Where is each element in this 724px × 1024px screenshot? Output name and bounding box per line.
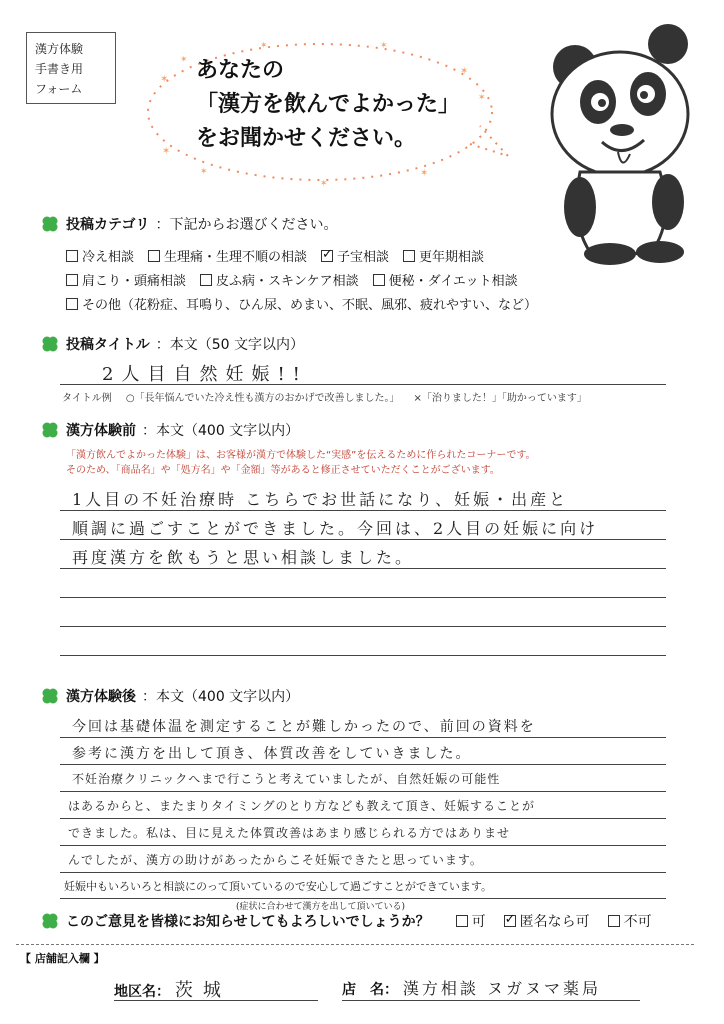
category-option[interactable]	[373, 270, 518, 289]
before-note-1: 「漢方飲んでよかった体験」は、お客様が漢方で体験した“実感”を伝えるために作られたコーナーです。	[66, 450, 536, 461]
before-subtitle: ：本文（400 文字以内）	[142, 423, 300, 439]
before-rule	[60, 597, 666, 598]
title-heading	[40, 334, 304, 354]
category-option[interactable]	[321, 246, 389, 265]
consent-option-label: 可	[471, 914, 486, 930]
area-rule	[114, 1000, 318, 1001]
after-line[interactable]: 参考に漢方を出して頂き、体質改善をしていきました。	[72, 746, 472, 762]
svg-text:✶: ✶	[162, 146, 171, 157]
checkbox[interactable]	[456, 915, 468, 927]
before-note-2: そのため、「商品名」や「処方名」や「金額」等があると修正させていただくことがございます。	[66, 465, 500, 476]
headline-bubble	[140, 34, 510, 194]
consent-option-label: 不可	[623, 914, 652, 930]
title-section-title: 投稿タイトル	[66, 337, 150, 353]
dashed-divider	[16, 944, 694, 945]
headline-text	[196, 54, 496, 156]
category-label: 子宝相談	[337, 250, 390, 265]
area-label: 地区名：	[114, 984, 170, 1000]
before-line[interactable]: 再度漢方を飲もうと思い相談しました。	[72, 548, 415, 567]
after-subtitle: ：本文（400 文字以内）	[142, 689, 300, 705]
category-title: 投稿カテゴリ	[66, 217, 150, 233]
checkbox[interactable]	[608, 915, 620, 927]
after-line[interactable]: はあるからと、またまりタイミングのとり方なども教えて頂き、妊娠することが	[68, 799, 536, 813]
svg-text:✶: ✶	[320, 179, 328, 189]
category-option[interactable]	[403, 246, 484, 265]
clover-icon	[40, 911, 60, 931]
clover-icon	[40, 214, 60, 234]
store-label: 店 名：	[342, 982, 398, 998]
area-value[interactable]: 茨城	[174, 980, 231, 1001]
svg-text:✶: ✶	[460, 66, 469, 77]
category-label: 皮ふ病・スキンケア相談	[216, 274, 359, 289]
clover-icon	[40, 686, 60, 706]
checkbox[interactable]	[66, 298, 78, 310]
consent-option[interactable]	[504, 911, 590, 931]
checkbox[interactable]	[200, 274, 212, 286]
category-label: 肩こり・頭痛相談	[82, 274, 187, 289]
panda-mascot-illustration	[540, 22, 715, 267]
before-rule	[60, 568, 666, 569]
area-field	[114, 976, 231, 1002]
after-rule	[60, 764, 666, 765]
before-title: 漢方体験前	[66, 423, 136, 439]
before-rule	[60, 510, 666, 511]
after-heading	[40, 686, 299, 706]
after-rule	[60, 845, 666, 846]
checkbox[interactable]	[403, 250, 415, 262]
clover-icon	[40, 420, 60, 440]
store-rule	[342, 1000, 640, 1001]
headline-line-1: あなたの	[196, 58, 285, 83]
checkbox[interactable]	[66, 274, 78, 286]
category-label: その他（花粉症、耳鳴り、ひん尿、めまい、不眠、風邪、疲れやすい、など）	[82, 298, 538, 313]
title-handwritten[interactable]: 2人目自然妊娠!!	[102, 364, 308, 385]
title-bad-example: ×「治りました！」「助かっています」	[413, 393, 587, 404]
category-option[interactable]	[66, 294, 537, 313]
headline-line-3: をお聞かせください。	[196, 126, 417, 151]
title-good-example: ○「長年悩んでいた冷え性も漢方のおかげで改善しました。」	[125, 393, 400, 404]
shop-section-label: 【 店舗記入欄 】	[20, 952, 105, 965]
svg-text:✶: ✶	[160, 74, 169, 85]
after-line[interactable]: 妊娠中もいろいろと相談にのって頂いているので安心して過ごすことができています。	[64, 880, 493, 893]
checkbox-checked[interactable]	[504, 915, 516, 927]
title-example	[62, 389, 587, 404]
category-label: 更年期相談	[419, 250, 485, 265]
category-row-2	[66, 270, 518, 289]
category-row-3	[66, 294, 537, 313]
category-option[interactable]	[66, 270, 186, 289]
title-rule	[60, 384, 666, 385]
after-rule	[60, 872, 666, 873]
form-type-tag	[26, 32, 116, 104]
checkbox[interactable]	[148, 250, 160, 262]
consent-option[interactable]	[456, 911, 486, 931]
svg-text:✶: ✶	[180, 55, 188, 65]
category-label: 便秘・ダイエット相談	[388, 274, 518, 289]
checkbox[interactable]	[66, 250, 78, 262]
consent-handwritten-note: (症状に合わせて漢方を出して頂いている)	[236, 902, 406, 912]
category-subtitle: ：下記からお選びください。	[155, 217, 338, 233]
before-line[interactable]: 順調に過ごすことができました。今回は、2人目の妊娠に向け	[72, 519, 599, 538]
category-option[interactable]	[148, 246, 307, 265]
after-rule	[60, 737, 666, 738]
checkbox-checked[interactable]	[321, 250, 333, 262]
clover-icon	[40, 334, 60, 354]
after-line[interactable]: 今回は基礎体温を測定することが難しかったので、前回の資料を	[72, 719, 536, 735]
form-tag-line: 漢方体験	[35, 42, 84, 56]
consent-option[interactable]	[608, 911, 652, 931]
category-option[interactable]	[66, 246, 134, 265]
consent-row	[40, 911, 652, 931]
after-title: 漢方体験後	[66, 689, 136, 705]
after-line[interactable]: んでしたが、漢方の助けがあったからこそ妊娠できたと思っています。	[68, 853, 483, 867]
title-section-subtitle: ：本文（50 文字以内）	[155, 337, 304, 353]
before-heading	[40, 420, 299, 440]
before-line[interactable]: 1人目の不妊治療時 こちらでお世話になり、妊娠・出産と	[72, 490, 569, 509]
headline-line-2: 「漢方を飲んでよかった」	[196, 92, 461, 117]
category-label: 生理痛・生理不順の相談	[164, 250, 308, 265]
category-option[interactable]	[200, 270, 359, 289]
category-label: 冷え相談	[82, 250, 135, 265]
svg-text:✶: ✶	[260, 41, 268, 51]
after-line[interactable]: 不妊治療クリニックへまで行こうと考えていましたが、自然妊娠の可能性	[72, 772, 501, 786]
store-value[interactable]: 漢方相談 ヌガヌマ薬局	[402, 979, 601, 998]
before-rule	[60, 539, 666, 540]
form-tag-line: 手書き用	[35, 62, 84, 76]
consent-options	[456, 911, 652, 931]
svg-text:✶: ✶	[380, 41, 388, 51]
svg-text:✶: ✶	[478, 93, 486, 103]
category-heading	[40, 214, 337, 234]
svg-text:✶: ✶	[420, 168, 429, 179]
before-rule	[60, 655, 666, 656]
consent-option-label: 匿名なら可	[519, 914, 590, 930]
consent-question: このご意見を皆様にお知らせしてもよろしいでしょうか？	[66, 914, 430, 930]
svg-text:✶: ✶	[200, 167, 208, 177]
title-example-label: タイトル例	[62, 393, 112, 404]
checkbox[interactable]	[373, 274, 385, 286]
store-field	[342, 976, 601, 999]
category-row-1	[66, 246, 484, 265]
after-line[interactable]: できました。私は、目に見えた体質改善はあまり感じられる方ではありませ	[68, 826, 511, 840]
after-rule	[60, 791, 666, 792]
form-tag-line: フォーム	[35, 82, 83, 96]
before-rule	[60, 626, 666, 627]
after-rule	[60, 818, 666, 819]
